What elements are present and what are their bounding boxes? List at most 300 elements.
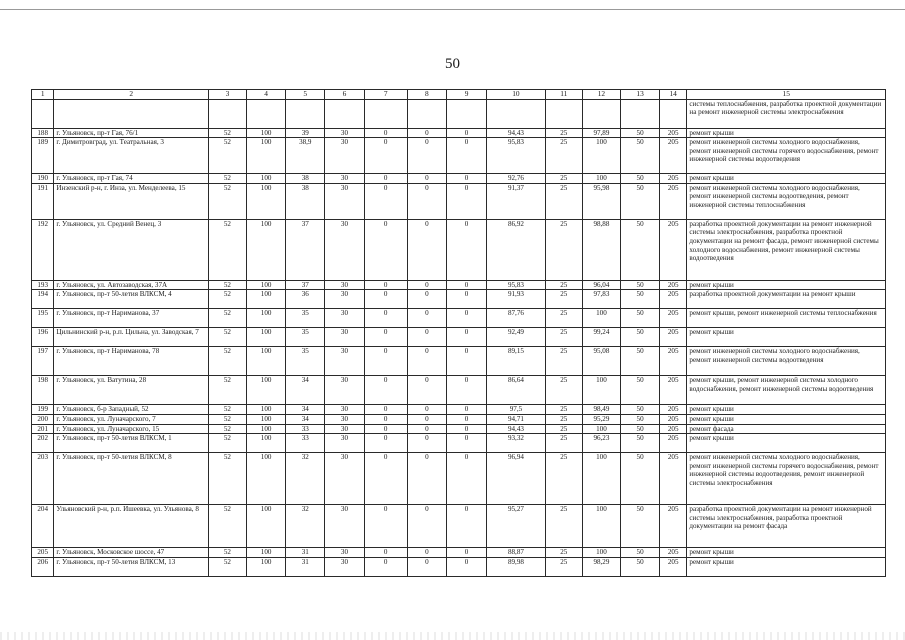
row-number: 198 [32,376,54,405]
col-11-value: 25 [545,376,582,405]
table-row [32,376,886,405]
col-8-value: 0 [407,128,447,138]
table-row [32,405,886,415]
col-5-value: 39 [286,128,325,138]
continuation-cell-14 [659,99,686,128]
continuation-cell-4 [246,99,286,128]
table-row [32,309,886,328]
col-11-value: 25 [545,328,582,347]
col-6-value: 30 [325,453,365,505]
col-10-value: 93,32 [486,434,545,453]
column-header-13: 13 [621,90,660,100]
col-6-value: 30 [325,290,365,309]
col-4-value: 100 [246,280,286,290]
col-11-value: 25 [545,424,582,434]
col-11-value: 25 [545,280,582,290]
col-9-value: 0 [447,505,487,548]
col-12-value: 100 [582,505,621,548]
col-3-value: 52 [209,128,247,138]
col-13-value: 50 [621,347,660,376]
col-3-value: 52 [209,290,247,309]
col-13-value: 50 [621,557,660,576]
col-4-value: 100 [246,505,286,548]
col-10-value: 94,43 [486,424,545,434]
column-header-3: 3 [209,90,247,100]
col-3-value: 52 [209,434,247,453]
col-4-value: 100 [246,424,286,434]
col-14-value: 205 [659,414,686,424]
address: г. Ульяновск, ул. Средний Венец, 3 [54,219,209,280]
col-8-value: 0 [407,183,447,219]
col-5-value: 31 [286,557,325,576]
col-12-value: 95,29 [582,414,621,424]
col-13-value: 50 [621,174,660,184]
continuation-cell-5 [286,99,325,128]
address: г. Ульяновск, ул. Автозаводская, 37А [54,280,209,290]
col-8-value: 0 [407,138,447,174]
work-description: ремонт крыши [687,414,886,424]
col-4-value: 100 [246,347,286,376]
col-14-value: 205 [659,453,686,505]
col-5-value: 37 [286,280,325,290]
col-8-value: 0 [407,290,447,309]
page-number: 50 [445,56,460,72]
col-5-value: 32 [286,453,325,505]
col-7-value: 0 [364,434,407,453]
column-header-8: 8 [407,90,447,100]
continuation-cell-3 [209,99,247,128]
col-9-value: 0 [447,405,487,415]
col-9-value: 0 [447,219,487,280]
col-3-value: 52 [209,280,247,290]
row-number: 189 [32,138,54,174]
col-14-value: 205 [659,505,686,548]
col-11-value: 25 [545,557,582,576]
col-10-value: 95,83 [486,280,545,290]
col-7-value: 0 [364,280,407,290]
col-10-value: 96,94 [486,453,545,505]
col-11-value: 25 [545,414,582,424]
col-9-value: 0 [447,280,487,290]
col-6-value: 30 [325,557,365,576]
address: г. Ульяновск, пр-т Гая, 74 [54,174,209,184]
row-number: 193 [32,280,54,290]
col-11-value: 25 [545,453,582,505]
col-6-value: 30 [325,347,365,376]
col-3-value: 52 [209,557,247,576]
col-12-value: 97,83 [582,290,621,309]
table-row [32,414,886,424]
col-14-value: 205 [659,290,686,309]
table-row [32,505,886,548]
col-4-value: 100 [246,128,286,138]
col-4-value: 100 [246,414,286,424]
continuation-cell-9 [447,99,487,128]
col-3-value: 52 [209,219,247,280]
col-9-value: 0 [447,424,487,434]
col-6-value: 30 [325,280,365,290]
col-8-value: 0 [407,280,447,290]
col-7-value: 0 [364,424,407,434]
col-7-value: 0 [364,405,407,415]
col-11-value: 25 [545,548,582,558]
table-row [32,548,886,558]
row-number: 190 [32,174,54,184]
col-9-value: 0 [447,309,487,328]
col-7-value: 0 [364,290,407,309]
col-4-value: 100 [246,548,286,558]
col-13-value: 50 [621,138,660,174]
work-description: ремонт крыши [687,548,886,558]
col-7-value: 0 [364,505,407,548]
col-12-value: 100 [582,138,621,174]
work-description: ремонт фасада [687,424,886,434]
col-12-value: 100 [582,309,621,328]
address: г. Ульяновск, ул. Ватутина, 28 [54,376,209,405]
col-14-value: 205 [659,328,686,347]
column-header-6: 6 [325,90,365,100]
work-description: разработка проектной документации на ремонт инженерной системы электроснабжения, разработка проектной документации на ремонт фасада, ремонт инженерной системы холодного водоснабжения, ремонт инженерной системы водоотведения [687,219,886,280]
col-10-value: 86,92 [486,219,545,280]
col-13-value: 50 [621,219,660,280]
work-description: ремонт инженерной системы холодного водоснабжения, ремонт инженерной системы горячего водоснабжения, ремонт инженерной системы водоотведения [687,138,886,174]
col-12-value: 98,29 [582,557,621,576]
col-4-value: 100 [246,328,286,347]
address: г. Димитровград, ул. Театральная, 3 [54,138,209,174]
address: г. Ульяновск, пр-т 50-летия ВЛКСМ, 4 [54,290,209,309]
column-header-7: 7 [364,90,407,100]
col-14-value: 205 [659,174,686,184]
col-5-value: 34 [286,414,325,424]
col-7-value: 0 [364,219,407,280]
col-5-value: 33 [286,434,325,453]
col-7-value: 0 [364,128,407,138]
col-5-value: 37 [286,219,325,280]
col-6-value: 30 [325,138,365,174]
continuation-cell-12 [582,99,621,128]
col-11-value: 25 [545,290,582,309]
col-12-value: 96,23 [582,434,621,453]
col-4-value: 100 [246,174,286,184]
col-4-value: 100 [246,405,286,415]
col-4-value: 100 [246,183,286,219]
col-10-value: 95,27 [486,505,545,548]
col-3-value: 52 [209,376,247,405]
col-8-value: 0 [407,309,447,328]
col-3-value: 52 [209,405,247,415]
col-10-value: 89,15 [486,347,545,376]
work-description: ремонт инженерной системы холодного водоснабжения, ремонт инженерной системы водоотведения, ремонт инженерной системы теплоснабжения [687,183,886,219]
col-13-value: 50 [621,434,660,453]
col-6-value: 30 [325,309,365,328]
col-14-value: 205 [659,138,686,174]
continuation-cell-11 [545,99,582,128]
col-13-value: 50 [621,328,660,347]
col-14-value: 205 [659,347,686,376]
col-12-value: 100 [582,424,621,434]
col-12-value: 97,89 [582,128,621,138]
col-11-value: 25 [545,347,582,376]
work-description: ремонт крыши [687,174,886,184]
col-4-value: 100 [246,290,286,309]
col-12-value: 98,88 [582,219,621,280]
column-header-15: 15 [687,90,886,100]
row-number: 191 [32,183,54,219]
col-11-value: 25 [545,183,582,219]
col-4-value: 100 [246,219,286,280]
col-8-value: 0 [407,505,447,548]
continuation-work-description: системы теплоснабжения, разработка проектной документации на ремонт инженерной системы электроснабжения [687,99,886,128]
work-description: ремонт крыши [687,557,886,576]
col-5-value: 38 [286,183,325,219]
col-10-value: 86,64 [486,376,545,405]
col-6-value: 30 [325,183,365,219]
col-13-value: 50 [621,280,660,290]
continuation-cell-13 [621,99,660,128]
continuation-cell-2 [54,99,209,128]
work-description: ремонт крыши [687,405,886,415]
col-9-value: 0 [447,328,487,347]
col-9-value: 0 [447,453,487,505]
col-4-value: 100 [246,138,286,174]
address: Ульяновский р-н, р.п. Ишеевка, ул. Ульянова, 8 [54,505,209,548]
col-8-value: 0 [407,414,447,424]
col-13-value: 50 [621,405,660,415]
col-3-value: 52 [209,548,247,558]
col-14-value: 205 [659,424,686,434]
col-3-value: 52 [209,414,247,424]
address: Цильнинский р-н, р.п. Цильна, ул. Заводская, 7 [54,328,209,347]
work-description: разработка проектной документации на ремонт инженерной системы электроснабжения, разработка проектной документации на ремонт фасада [687,505,886,548]
col-9-value: 0 [447,174,487,184]
col-3-value: 52 [209,328,247,347]
col-5-value: 35 [286,328,325,347]
col-8-value: 0 [407,219,447,280]
row-number: 192 [32,219,54,280]
col-5-value: 38 [286,174,325,184]
table-row [32,328,886,347]
table-row [32,128,886,138]
row-number: 188 [32,128,54,138]
continuation-cell-6 [325,99,365,128]
col-5-value: 38,9 [286,138,325,174]
column-header-5: 5 [286,90,325,100]
col-12-value: 95,98 [582,183,621,219]
col-3-value: 52 [209,138,247,174]
address: г. Ульяновск, пр-т Нариманова, 78 [54,347,209,376]
table-row [32,138,886,174]
col-3-value: 52 [209,183,247,219]
table-row [32,434,886,453]
col-9-value: 0 [447,290,487,309]
col-5-value: 33 [286,424,325,434]
col-8-value: 0 [407,347,447,376]
col-7-value: 0 [364,453,407,505]
col-14-value: 205 [659,434,686,453]
work-description: ремонт инженерной системы холодного водоснабжения, ремонт инженерной системы горячего водоснабжения, ремонт инженерной системы водоотведения, ремонт инженерной системы электроснабжения [687,453,886,505]
col-14-value: 205 [659,548,686,558]
col-14-value: 205 [659,376,686,405]
row-number: 196 [32,328,54,347]
col-9-value: 0 [447,347,487,376]
col-8-value: 0 [407,548,447,558]
col-3-value: 52 [209,505,247,548]
register-table [31,89,886,577]
address: г. Ульяновск, пр-т Нариманова, 37 [54,309,209,328]
row-number: 197 [32,347,54,376]
col-10-value: 89,98 [486,557,545,576]
col-7-value: 0 [364,347,407,376]
col-4-value: 100 [246,557,286,576]
column-header-14: 14 [659,90,686,100]
col-9-value: 0 [447,548,487,558]
work-description: ремонт крыши [687,434,886,453]
address: Инзенский р-н, г. Инза, ул. Менделеева, 15 [54,183,209,219]
work-description: ремонт крыши [687,128,886,138]
register-table-body [32,90,886,577]
col-9-value: 0 [447,183,487,219]
col-6-value: 30 [325,434,365,453]
col-5-value: 36 [286,290,325,309]
col-12-value: 98,49 [582,405,621,415]
col-10-value: 95,83 [486,138,545,174]
table-row [32,174,886,184]
continuation-cell-8 [407,99,447,128]
col-6-value: 30 [325,219,365,280]
work-description: ремонт крыши, ремонт инженерной системы холодного водоснабжения, ремонт инженерной системы водоотведения [687,376,886,405]
row-number: 200 [32,414,54,424]
col-13-value: 50 [621,376,660,405]
col-6-value: 30 [325,505,365,548]
table-row [32,183,886,219]
continuation-cell-1 [32,99,54,128]
address: г. Ульяновск, Московское шоссе, 47 [54,548,209,558]
col-3-value: 52 [209,347,247,376]
col-12-value: 100 [582,453,621,505]
col-5-value: 35 [286,309,325,328]
table-row [32,347,886,376]
col-9-value: 0 [447,414,487,424]
col-12-value: 100 [582,376,621,405]
col-13-value: 50 [621,414,660,424]
address: г. Ульяновск, пр-т 50-летия ВЛКСМ, 13 [54,557,209,576]
address: г. Ульяновск, пр-т Гая, 76/1 [54,128,209,138]
col-6-value: 30 [325,405,365,415]
col-8-value: 0 [407,453,447,505]
col-11-value: 25 [545,434,582,453]
col-13-value: 50 [621,505,660,548]
col-8-value: 0 [407,405,447,415]
row-number: 195 [32,309,54,328]
col-13-value: 50 [621,309,660,328]
col-12-value: 95,08 [582,347,621,376]
column-header-2: 2 [54,90,209,100]
col-7-value: 0 [364,174,407,184]
col-10-value: 87,76 [486,309,545,328]
col-12-value: 96,04 [582,280,621,290]
col-5-value: 34 [286,376,325,405]
column-header-4: 4 [246,90,286,100]
col-4-value: 100 [246,453,286,505]
col-6-value: 30 [325,128,365,138]
column-header-12: 12 [582,90,621,100]
address: г. Ульяновск, б-р Западный, 52 [54,405,209,415]
col-7-value: 0 [364,414,407,424]
col-6-value: 30 [325,376,365,405]
col-11-value: 25 [545,505,582,548]
col-11-value: 25 [545,309,582,328]
col-4-value: 100 [246,434,286,453]
col-8-value: 0 [407,328,447,347]
col-3-value: 52 [209,309,247,328]
col-8-value: 0 [407,424,447,434]
row-number: 194 [32,290,54,309]
col-14-value: 205 [659,405,686,415]
col-3-value: 52 [209,424,247,434]
table-row [32,557,886,576]
work-description: ремонт инженерной системы холодного водоснабжения, ремонт инженерной системы водоотведения [687,347,886,376]
address: г. Ульяновск, ул. Луначарского, 15 [54,424,209,434]
col-8-value: 0 [407,557,447,576]
col-13-value: 50 [621,424,660,434]
column-header-9: 9 [447,90,487,100]
address: г. Ульяновск, пр-т 50-летия ВЛКСМ, 1 [54,434,209,453]
col-10-value: 94,43 [486,128,545,138]
col-10-value: 92,49 [486,328,545,347]
col-12-value: 100 [582,548,621,558]
col-6-value: 30 [325,424,365,434]
col-5-value: 34 [286,405,325,415]
work-description: ремонт крыши [687,280,886,290]
col-14-value: 205 [659,183,686,219]
table-row [32,453,886,505]
col-4-value: 100 [246,376,286,405]
col-10-value: 97,5 [486,405,545,415]
col-7-value: 0 [364,309,407,328]
col-11-value: 25 [545,174,582,184]
col-13-value: 50 [621,128,660,138]
col-14-value: 205 [659,280,686,290]
row-number: 199 [32,405,54,415]
table-row [32,280,886,290]
col-10-value: 91,37 [486,183,545,219]
col-6-value: 30 [325,328,365,347]
col-9-value: 0 [447,557,487,576]
col-5-value: 32 [286,505,325,548]
col-14-value: 205 [659,219,686,280]
col-6-value: 30 [325,174,365,184]
col-9-value: 0 [447,376,487,405]
address: г. Ульяновск, пр-т 50-летия ВЛКСМ, 8 [54,453,209,505]
col-5-value: 35 [286,347,325,376]
continuation-cell-7 [364,99,407,128]
col-3-value: 52 [209,453,247,505]
col-7-value: 0 [364,557,407,576]
col-7-value: 0 [364,138,407,174]
col-7-value: 0 [364,548,407,558]
col-11-value: 25 [545,128,582,138]
col-13-value: 50 [621,548,660,558]
page-top-edge [0,0,905,10]
address: г. Ульяновск, ул. Луначарского, 7 [54,414,209,424]
row-number: 201 [32,424,54,434]
table-row [32,424,886,434]
col-14-value: 205 [659,128,686,138]
column-header-11: 11 [545,90,582,100]
row-number: 204 [32,505,54,548]
col-14-value: 205 [659,557,686,576]
table-row [32,290,886,309]
